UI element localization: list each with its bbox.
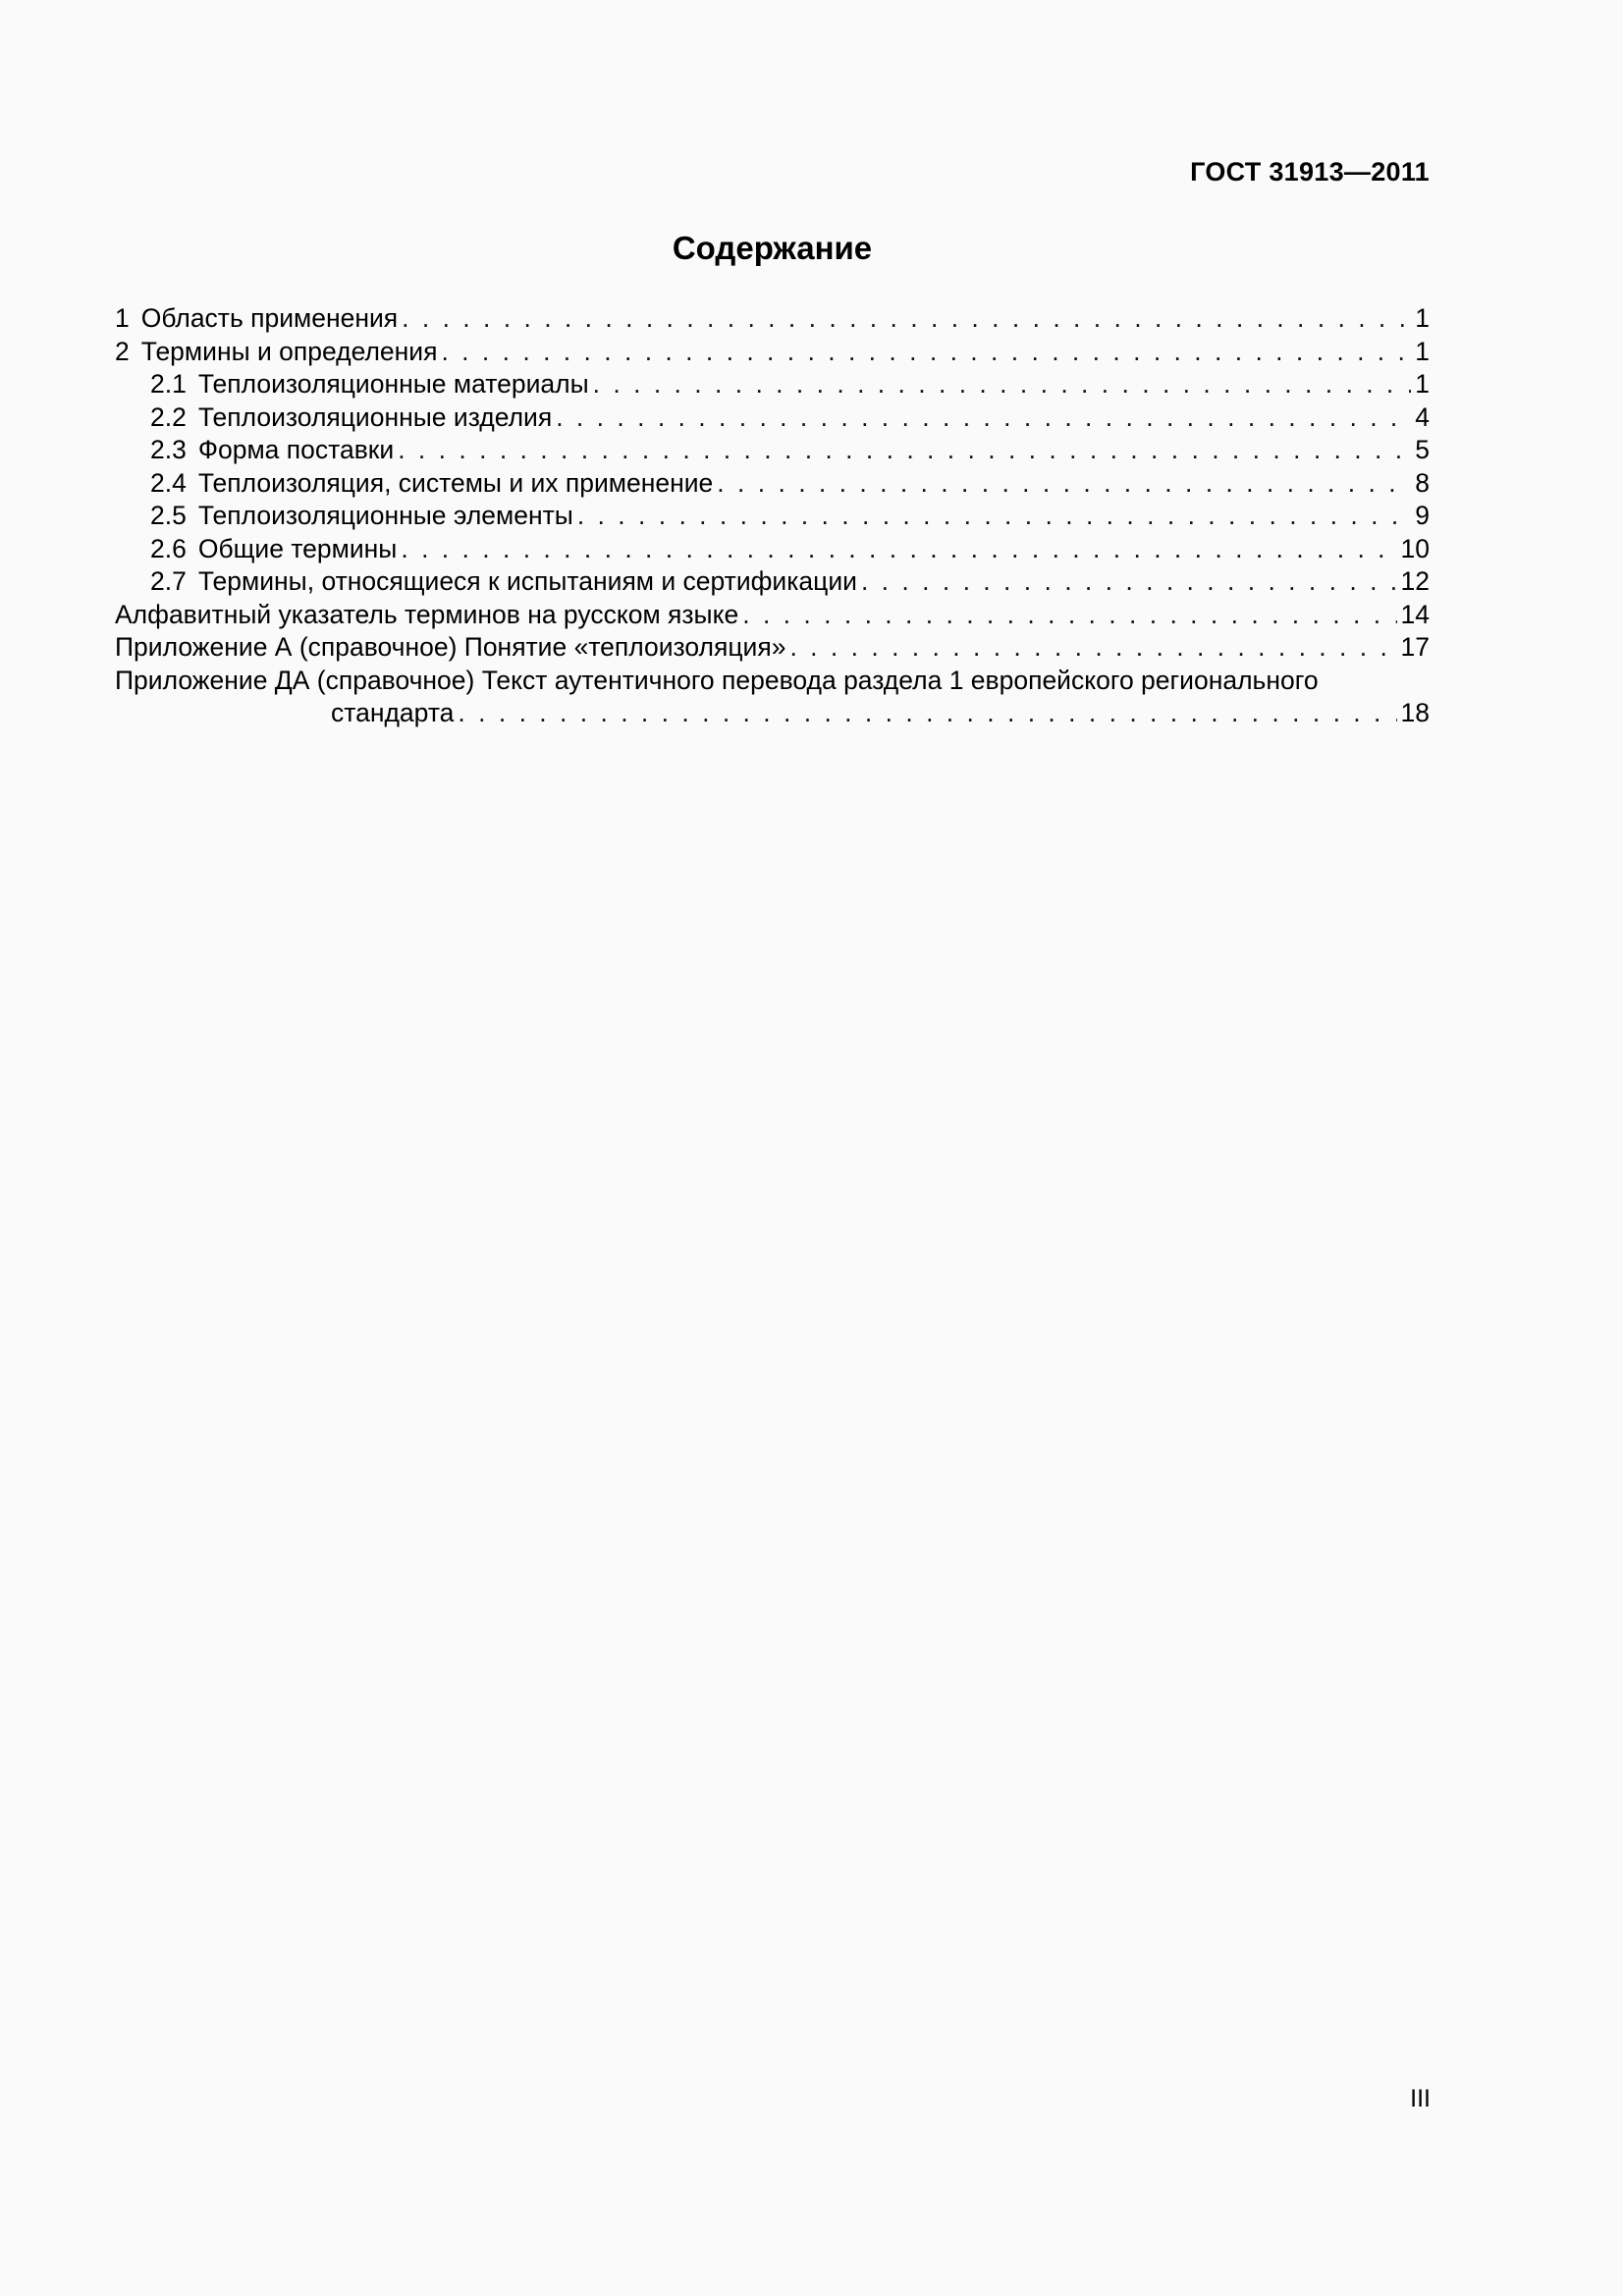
toc-entry-page: 17: [1400, 632, 1430, 662]
toc-entry-number: 2.6: [150, 533, 187, 563]
toc-entry[interactable]: [115, 401, 1430, 435]
toc-entry-title: Термины и определения: [140, 336, 438, 366]
toc-entry-page: 5: [1415, 435, 1430, 464]
toc-entry-title: Теплоизоляционные материалы: [197, 369, 589, 399]
toc-entry-title: Приложение А (справочное) Понятие «теплоизоляция»: [115, 632, 786, 662]
toc-entry-page: 4: [1415, 401, 1430, 432]
toc-leader-dots: [458, 697, 1396, 730]
toc-entry-page: 12: [1400, 566, 1430, 596]
toc-entry-number: 2.5: [150, 501, 187, 530]
toc-entry-page: 9: [1415, 501, 1430, 530]
toc-entry-title: Общие термины: [197, 533, 398, 563]
toc-entry-title: Приложение ДА (справочное) Текст аутентичного перевода раздела 1 европейского регионального: [115, 665, 1319, 695]
page-title: Содержание: [672, 230, 873, 266]
table-of-contents: [115, 302, 1430, 730]
toc-entry[interactable]: [115, 336, 1430, 369]
toc-entry-number: 1: [115, 303, 130, 333]
toc-entry-page: 14: [1400, 599, 1430, 629]
toc-entry-title: Теплоизоляция, системы и их применение: [197, 467, 714, 498]
toc-leader-dots: [717, 467, 1411, 501]
toc-entry[interactable]: [115, 302, 1430, 336]
toc-entry[interactable]: [115, 368, 1430, 401]
toc-entry[interactable]: [115, 599, 1430, 632]
toc-leader-dots: [398, 434, 1411, 467]
toc-entry-page: 10: [1400, 533, 1430, 563]
toc-entry-title: Область применения: [140, 303, 399, 333]
document-id: ГОСТ 31913—2011: [1190, 157, 1430, 187]
toc-entry-page: 8: [1415, 467, 1430, 498]
toc-entry-page: 1: [1415, 369, 1430, 399]
toc-leader-dots: [401, 533, 1396, 566]
toc-entry-title: Термины, относящиеся к испытаниям и сертификации: [197, 566, 857, 596]
toc-entry-number: 2.3: [150, 435, 187, 464]
toc-entry-title: Теплоизоляционные элементы: [197, 501, 573, 530]
toc-entry-page: 18: [1400, 698, 1430, 727]
page-number: III: [1410, 2085, 1431, 2112]
toc-entry-page: 1: [1415, 336, 1430, 366]
toc-entry-title: Форма поставки: [197, 435, 395, 464]
toc-leader-dots: [556, 401, 1411, 435]
toc-entry-continuation[interactable]: [115, 697, 1430, 730]
toc-entry[interactable]: [115, 631, 1430, 665]
toc-entry[interactable]: [115, 467, 1430, 501]
toc-leader-dots: [402, 302, 1411, 336]
toc-entry-title: стандарта: [331, 698, 455, 727]
toc-leader-dots: [441, 336, 1411, 369]
toc-entry-number: 2: [115, 336, 130, 366]
toc-entry-number: 2.4: [150, 467, 187, 498]
toc-entry[interactable]: [115, 500, 1430, 533]
toc-entry[interactable]: [115, 565, 1430, 599]
toc-leader-dots: [861, 565, 1397, 599]
toc-leader-dots: [789, 631, 1396, 665]
toc-entry[interactable]: [115, 665, 1430, 698]
toc-entry[interactable]: [115, 533, 1430, 566]
toc-leader-dots: [593, 368, 1412, 401]
toc-leader-dots: [742, 599, 1396, 632]
toc-entry-title: Алфавитный указатель терминов на русском языке: [115, 599, 739, 629]
toc-leader-dots: [577, 500, 1411, 533]
toc-entry-number: 2.7: [150, 566, 187, 596]
toc-entry-number: 2.1: [150, 369, 187, 399]
toc-entry-page: 1: [1415, 303, 1430, 333]
toc-entry-number: 2.2: [150, 401, 187, 432]
toc-entry-title: Теплоизоляционные изделия: [197, 401, 553, 432]
toc-entry[interactable]: [115, 434, 1430, 467]
